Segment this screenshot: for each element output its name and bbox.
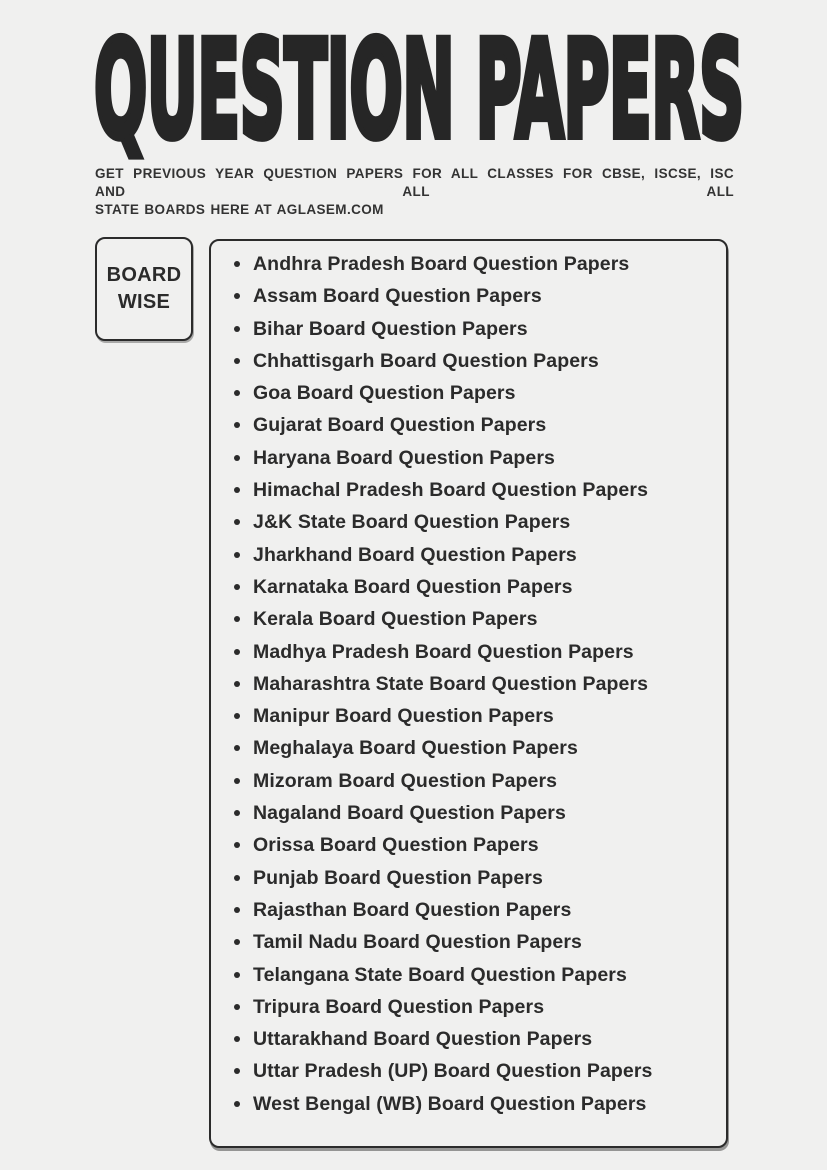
list-item[interactable] — [211, 506, 726, 538]
list-item-label: Uttar Pradesh (UP) Board Question Papers — [253, 1060, 653, 1083]
bullet-icon — [234, 358, 240, 364]
list-item[interactable] — [211, 474, 726, 506]
list-item[interactable] — [211, 571, 726, 603]
list-item-label: Nagaland Board Question Papers — [253, 802, 566, 825]
list-item-label: Madhya Pradesh Board Question Papers — [253, 640, 634, 663]
list-item-label: Gujarat Board Question Papers — [253, 414, 547, 437]
list-item-label: Karnataka Board Question Papers — [253, 575, 573, 598]
list-item[interactable] — [211, 959, 726, 991]
bullet-icon — [234, 422, 240, 428]
list-item-label: Uttarakhand Board Question Papers — [253, 1028, 593, 1051]
list-item[interactable] — [211, 539, 726, 571]
list-item-label: Orissa Board Question Papers — [253, 834, 539, 857]
bullet-icon — [234, 261, 240, 267]
list-item[interactable] — [211, 345, 726, 377]
board-list — [211, 248, 726, 1120]
list-item[interactable] — [211, 700, 726, 732]
list-item[interactable] — [211, 991, 726, 1023]
list-item-label: Mizoram Board Question Papers — [253, 769, 558, 792]
list-item-label: Bihar Board Question Papers — [253, 317, 528, 340]
list-item[interactable] — [211, 894, 726, 926]
list-item[interactable] — [211, 409, 726, 441]
list-item-label: Haryana Board Question Papers — [253, 446, 555, 469]
page-title — [94, 12, 744, 169]
bullet-icon — [234, 875, 240, 881]
list-item[interactable] — [211, 603, 726, 635]
bullet-icon — [234, 1004, 240, 1010]
bullet-icon — [234, 519, 240, 525]
board-wise-badge — [95, 237, 193, 341]
list-item[interactable] — [211, 926, 726, 958]
list-item[interactable] — [211, 829, 726, 861]
bullet-icon — [234, 649, 240, 655]
list-item-label: Andhra Pradesh Board Question Papers — [253, 253, 630, 275]
list-item[interactable] — [211, 732, 726, 764]
list-item-label: Telangana State Board Question Papers — [253, 963, 627, 986]
list-item[interactable] — [211, 1023, 726, 1055]
bullet-icon — [234, 1036, 240, 1042]
list-item-label: Tamil Nadu Board Question Papers — [253, 931, 582, 954]
bullet-icon — [234, 487, 240, 493]
bullet-icon — [234, 616, 240, 622]
list-item[interactable] — [211, 313, 726, 345]
bullet-icon — [234, 1068, 240, 1074]
list-item[interactable] — [211, 280, 726, 312]
list-item-label: Goa Board Question Papers — [253, 382, 516, 405]
bullet-icon — [234, 745, 240, 751]
bullet-icon — [234, 293, 240, 299]
list-item[interactable] — [211, 1055, 726, 1087]
list-item-label: Manipur Board Question Papers — [253, 705, 554, 728]
bullet-icon — [234, 584, 240, 590]
list-item-label: Rajasthan Board Question Papers — [253, 898, 572, 921]
list-item[interactable] — [211, 442, 726, 474]
subtitle-line-1: GET PREVIOUS YEAR QUESTION PAPERS FOR ALL CLASSES FOR CBSE, ISCSE, ISC AND ALL ALL — [95, 166, 734, 199]
bullet-icon — [234, 326, 240, 332]
bullet-icon — [234, 907, 240, 913]
bullet-icon — [234, 842, 240, 848]
list-item[interactable] — [211, 668, 726, 700]
list-item-label: Kerala Board Question Papers — [253, 608, 538, 631]
list-item[interactable] — [211, 248, 726, 280]
list-item-label: Jharkhand Board Question Papers — [253, 543, 577, 566]
bullet-icon — [234, 681, 240, 687]
list-item[interactable] — [211, 797, 726, 829]
list-item[interactable] — [211, 765, 726, 797]
list-item-label: Tripura Board Question Papers — [253, 995, 545, 1018]
list-item-label: Chhattisgarh Board Question Papers — [253, 349, 599, 372]
page-title-text: QUESTION PAPERS — [94, 12, 744, 169]
bullet-icon — [234, 972, 240, 978]
list-item[interactable] — [211, 377, 726, 409]
board-list-panel — [209, 239, 728, 1148]
bullet-icon — [234, 552, 240, 558]
list-item-label: J&K State Board Question Papers — [253, 511, 571, 534]
bullet-icon — [234, 810, 240, 816]
bullet-icon — [234, 778, 240, 784]
board-wise-label: BOARD WISE — [106, 264, 182, 313]
bullet-icon — [234, 939, 240, 945]
bullet-icon — [234, 390, 240, 396]
list-item-label: Himachal Pradesh Board Question Papers — [253, 479, 649, 502]
list-item-label: Punjab Board Question Papers — [253, 866, 543, 889]
list-item[interactable] — [211, 1088, 726, 1120]
bullet-icon — [234, 455, 240, 461]
list-item-label: West Bengal (WB) Board Question Papers — [253, 1092, 647, 1115]
bullet-icon — [234, 713, 240, 719]
bullet-icon — [234, 1101, 240, 1107]
list-item-label: Meghalaya Board Question Papers — [253, 737, 578, 760]
list-item[interactable] — [211, 862, 726, 894]
list-item-label: Assam Board Question Papers — [253, 285, 542, 308]
list-item[interactable] — [211, 636, 726, 668]
subtitle — [95, 165, 734, 219]
subtitle-line-2: STATE BOARDS HERE AT AGLASEM.COM — [95, 202, 384, 217]
list-item-label: Maharashtra State Board Question Papers — [253, 672, 649, 695]
